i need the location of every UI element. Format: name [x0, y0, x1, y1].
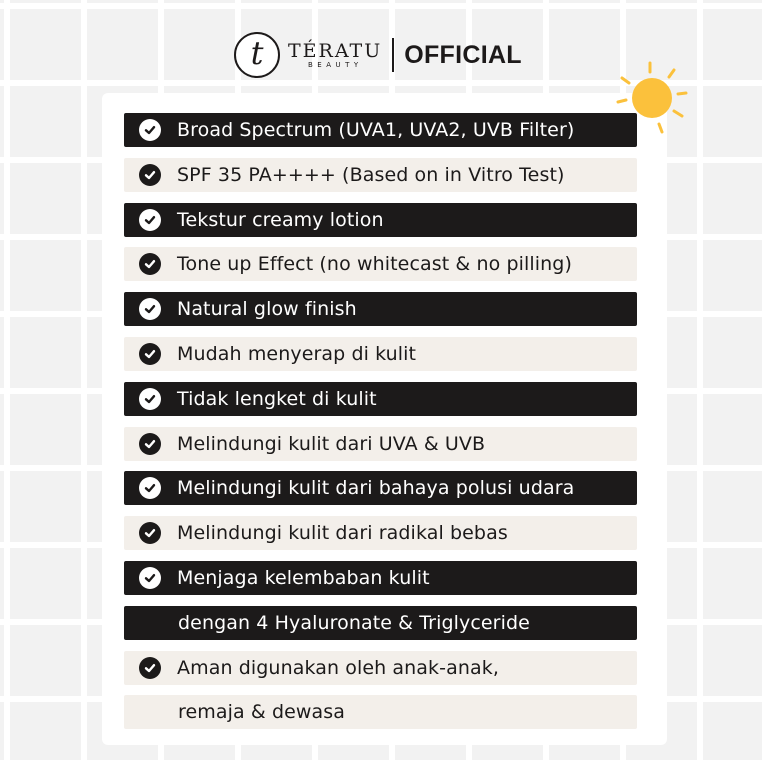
check-circle-icon [139, 567, 161, 589]
official-label: OFFICIAL [404, 40, 522, 69]
check-circle-icon [139, 119, 161, 141]
check-circle-icon [139, 657, 161, 679]
feature-text: Melindungi kulit dari UVA & UVB [177, 433, 486, 455]
brand-logo [234, 32, 280, 78]
feature-row [124, 158, 637, 192]
check-circle-icon [139, 522, 161, 544]
logo-letter: t [250, 34, 264, 72]
check-circle-icon [139, 298, 161, 320]
feature-text: Melindungi kulit dari radikal bebas [177, 522, 508, 544]
feature-row [124, 651, 637, 685]
feature-text: Broad Spectrum (UVA1, UVA2, UVB Filter) [177, 119, 575, 141]
feature-row [124, 247, 637, 281]
feature-row [124, 516, 637, 550]
brand-subtitle: BEAUTY [308, 60, 363, 69]
header-divider [392, 38, 394, 72]
feature-text: Tone up Effect (no whitecast & no pilling) [177, 253, 572, 275]
feature-row [124, 606, 637, 640]
feature-text: Mudah menyerap di kulit [177, 343, 417, 365]
check-circle-icon [139, 164, 161, 186]
feature-text: SPF 35 PA++++ (Based on in Vitro Test) [177, 164, 565, 186]
brand-wordmark [288, 41, 382, 70]
feature-row [124, 337, 637, 371]
feature-text: Tidak lengket di kulit [177, 388, 377, 410]
brand-header [234, 30, 522, 80]
check-circle-icon [139, 433, 161, 455]
feature-text: Tekstur creamy lotion [177, 209, 384, 231]
feature-text: Natural glow finish [177, 298, 357, 320]
feature-row [124, 471, 637, 505]
feature-row [124, 427, 637, 461]
check-circle-icon [139, 388, 161, 410]
feature-row [124, 695, 637, 729]
feature-text: Aman digunakan oleh anak-anak, [177, 657, 499, 679]
feature-text: dengan 4 Hyaluronate & Triglyceride [178, 612, 530, 634]
brand-name: TÉRATU [288, 39, 383, 62]
check-circle-icon [139, 253, 161, 275]
feature-row [124, 561, 637, 595]
feature-text: Menjaga kelembaban kulit [177, 567, 430, 589]
feature-text: remaja & dewasa [178, 701, 346, 723]
check-circle-icon [139, 477, 161, 499]
check-circle-icon [139, 209, 161, 231]
check-circle-icon [139, 343, 161, 365]
feature-row [124, 113, 637, 147]
feature-row [124, 203, 637, 237]
feature-row [124, 382, 637, 416]
feature-row [124, 292, 637, 326]
feature-text: Melindungi kulit dari bahaya polusi udara [177, 477, 575, 499]
